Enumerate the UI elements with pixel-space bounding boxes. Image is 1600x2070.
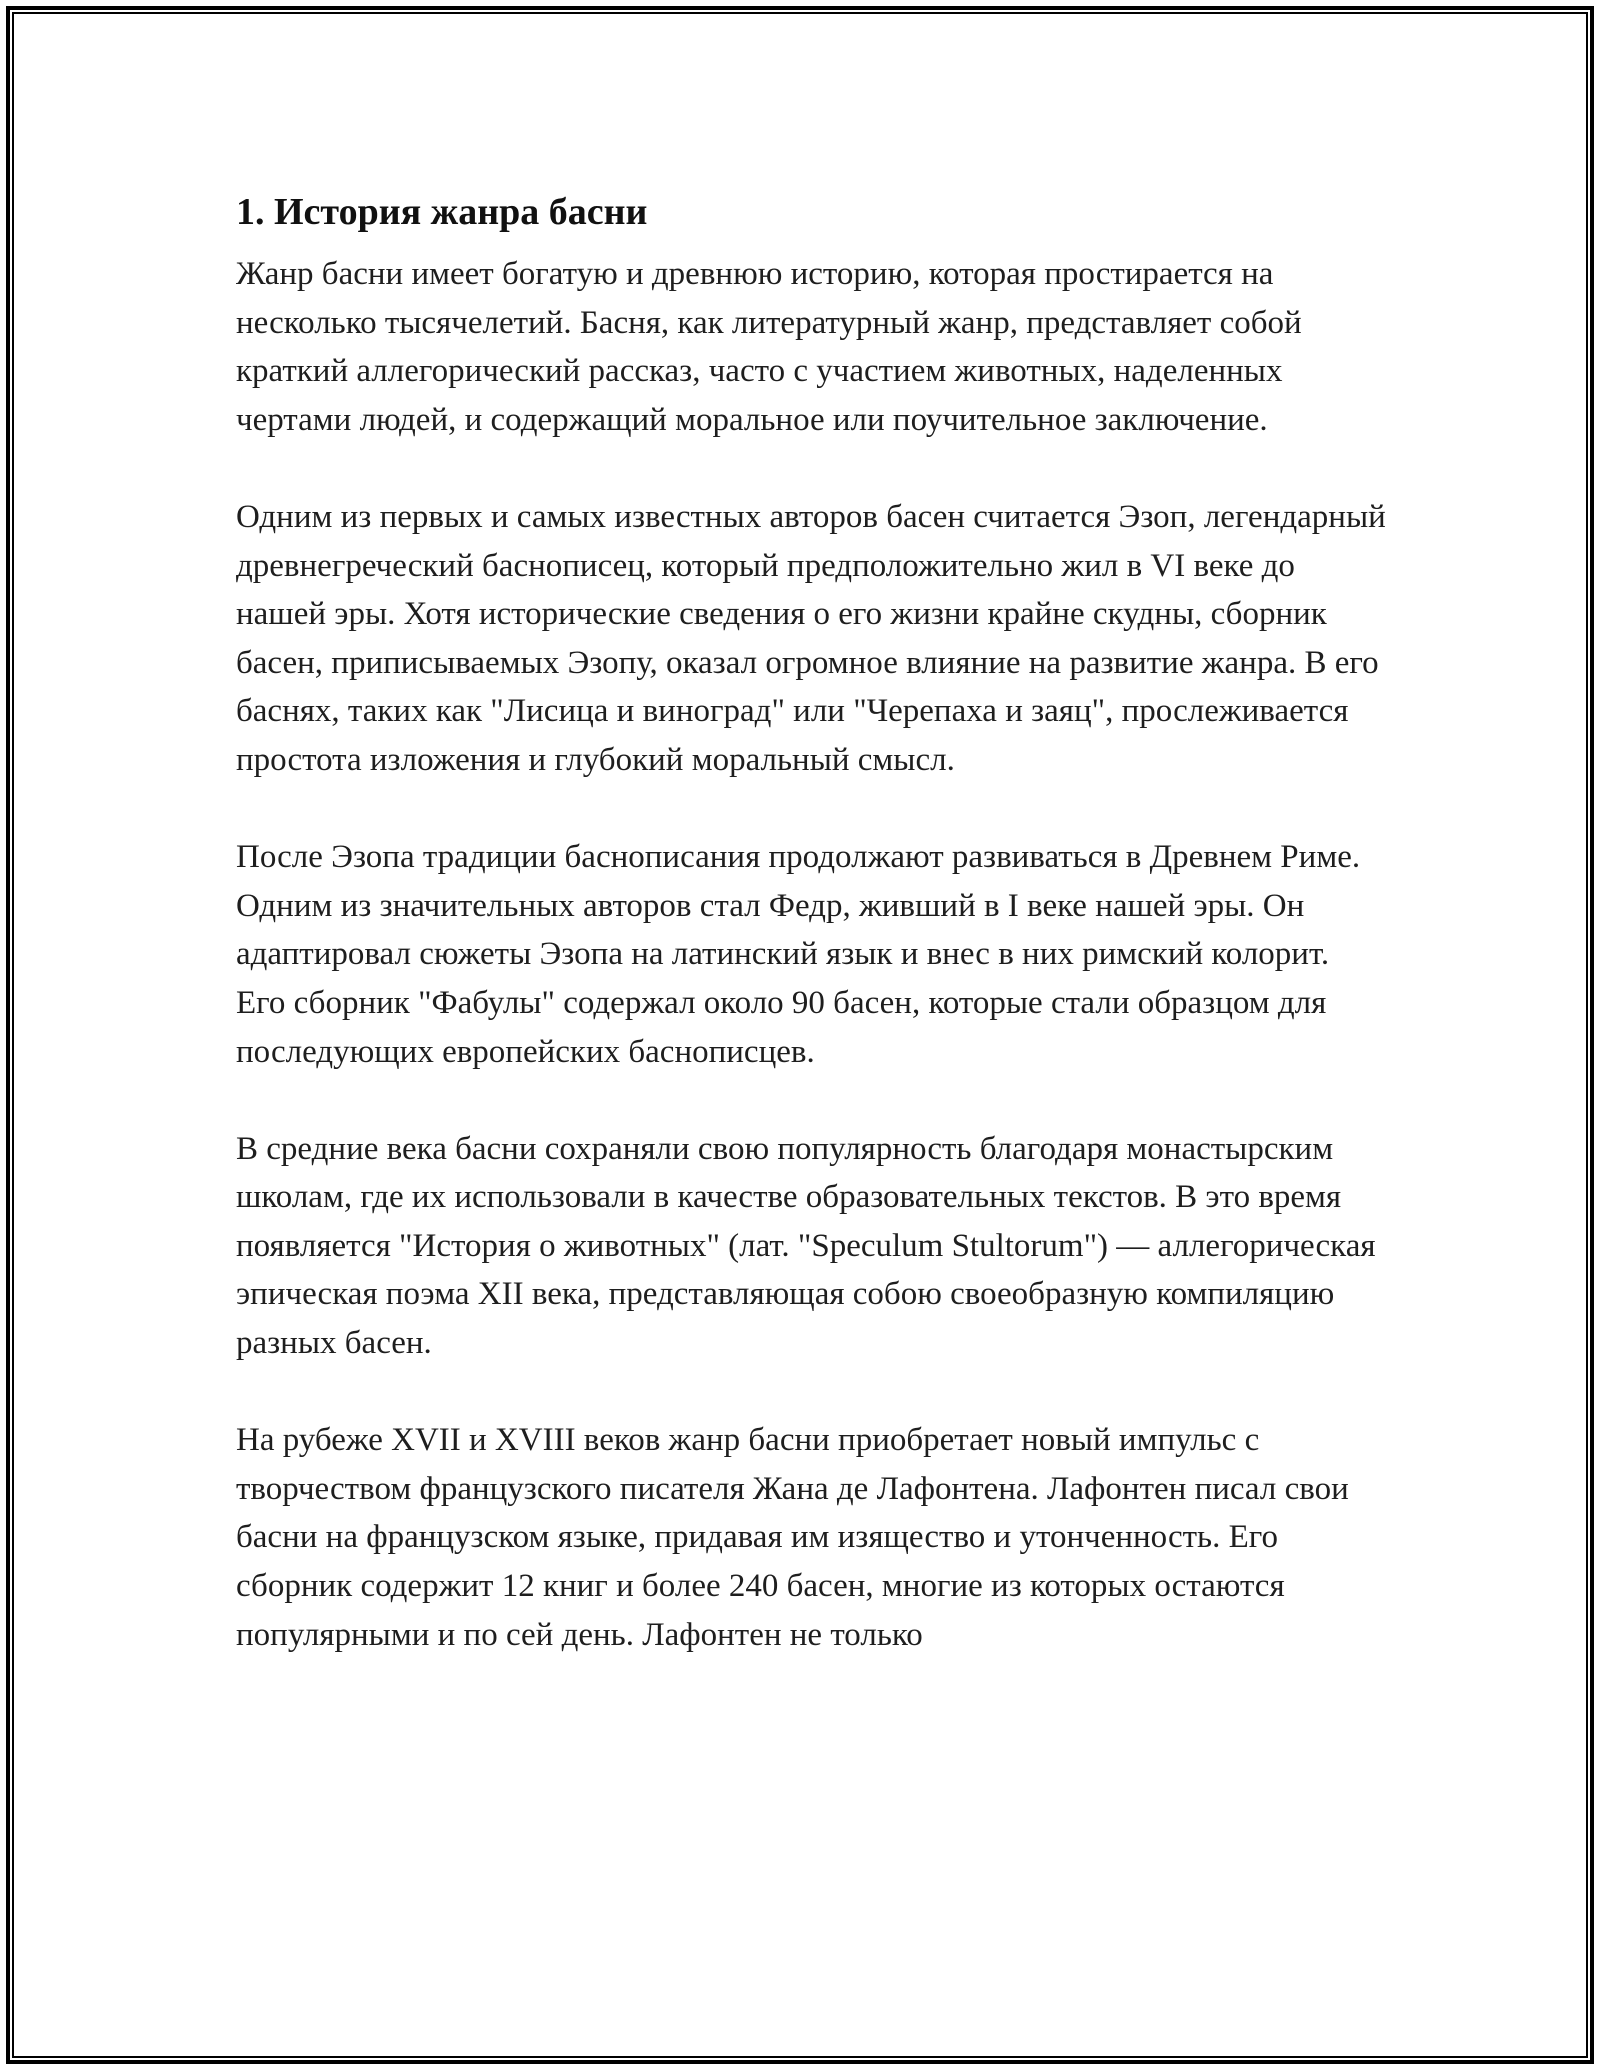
document-body: [236, 186, 1386, 1659]
paragraph-2: Одним из первых и самых известных авторов басен считается Эзоп, легендарный древнегреческий баснописец, который предположительно жил в VI веке до нашей эры. Хотя исторические сведения о его жизни крайне скудны, сборник басен, приписываемых Эзопу, оказал огромное влияние на развитие жанра. В его баснях, таких как "Лисица и виноград" или "Черепаха и заяц", прослеживается простота изложения и глубокий моральный смысл.: [236, 498, 1386, 778]
paragraph-3: После Эзопа традиции баснописания продолжают развиваться в Древнем Риме. Одним из значительных авторов стал Федр, живший в I веке нашей эры. Он адаптировал сюжеты Эзопа на латинский язык и внес в них римский колорит. Его сборник "Фабулы" содержал около 90 басен, которые стали образцом для последующих европейских баснописцев.: [236, 839, 1361, 1070]
paragraph-1: Жанр басни имеет богатую и древнюю историю, которая простирается на несколько тысячелетий. Басня, как литературный жанр, представляет собой краткий аллегорический рассказ, часто с участием животных, наделенных чертами людей, и содержащий моральное или поучительное заключение.: [236, 256, 1302, 438]
section-heading: 1. История жанра басни: [236, 191, 648, 233]
paragraph-4: В средние века басни сохраняли свою популярность благодаря монастырским школам, где их использовали в качестве образовательных текстов. В это время появляется "История о животных" (лат. "Speculum Stultorum") — аллегорическая эпическая поэма XII века, представляющая собою своеобразную компиляцию разных басен.: [236, 1130, 1376, 1362]
paragraph-5: На рубеже XVII и XVIII веков жанр басни приобретает новый импульс с творчеством французского писателя Жана де Лафонтена. Лафонтен писал свои басни на французском языке, придавая им изящество и утонченность. Его сборник содержит 12 книг и более 240 басен, многие из которых остаются популярными и по сей день. Лафонтен не только: [236, 1422, 1349, 1653]
